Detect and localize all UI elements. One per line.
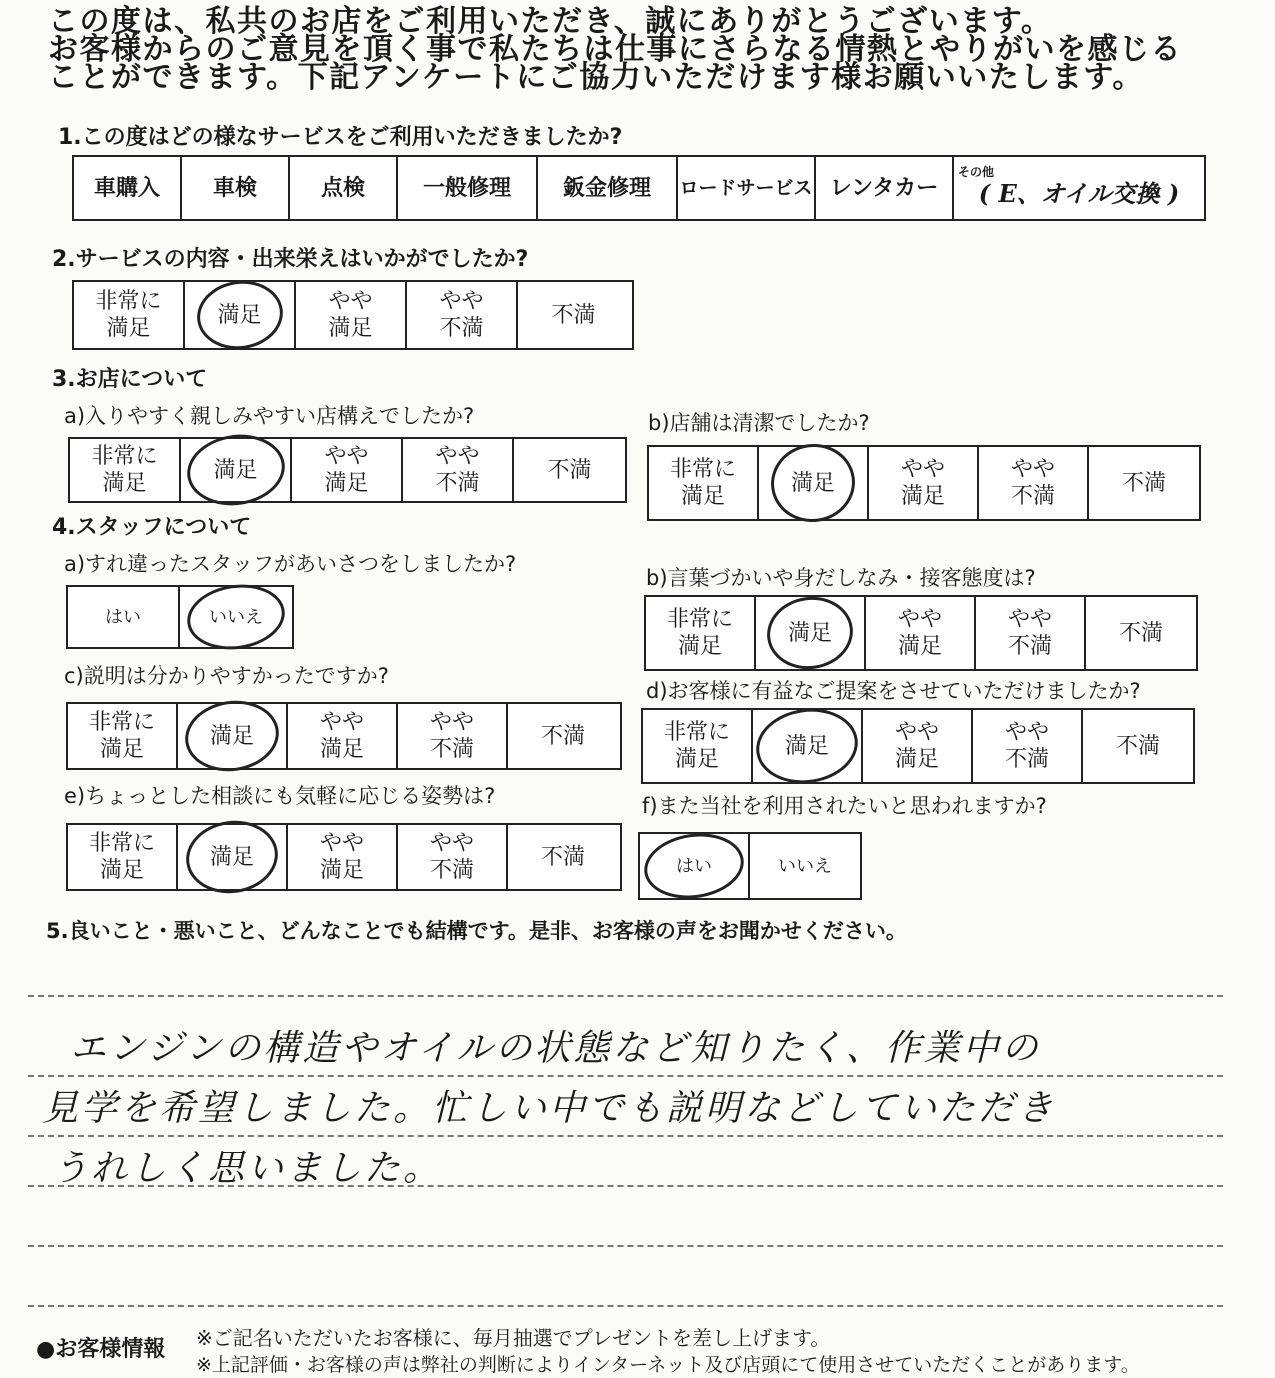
- selection-circle: [182, 429, 289, 512]
- service-option[interactable]: レンタカー: [816, 157, 954, 219]
- selection-circle: [183, 578, 289, 655]
- rating-option[interactable]: 不満: [540, 723, 585, 749]
- rating-option-selected[interactable]: [756, 597, 866, 669]
- rating-option[interactable]: 非常に 満足: [74, 282, 185, 348]
- selection-circle: [181, 815, 282, 899]
- comment-line: [28, 1245, 1223, 1247]
- intro-line: ことができます。下記アンケートにご協力いただけます様お願いいたします。: [48, 60, 1144, 95]
- rating-option[interactable]: やや 満足: [292, 439, 403, 501]
- yesno-grid-q4f: [638, 832, 862, 900]
- rating-option[interactable]: やや 満足: [288, 825, 398, 889]
- service-option[interactable]: 車検: [182, 157, 290, 219]
- service-option-other[interactable]: [954, 157, 1204, 219]
- rating-label: 満足: [209, 844, 254, 870]
- rating-option[interactable]: 非常に 満足: [68, 704, 178, 768]
- rating-option[interactable]: やや 満足: [288, 704, 398, 768]
- rating-option-selected[interactable]: [178, 704, 288, 768]
- comment-line: [28, 1305, 1223, 1307]
- selection-circle: [766, 439, 860, 528]
- comment-line: [28, 1075, 1223, 1077]
- rating-option[interactable]: やや 満足: [866, 597, 976, 669]
- rating-option-selected[interactable]: [185, 282, 296, 348]
- intro-line: この度は、私共のお店をご利用いただき、誠にありがとうございます。: [48, 4, 1053, 39]
- rating-label: 満足: [784, 733, 829, 759]
- rating-option[interactable]: 非常に 満足: [68, 825, 178, 889]
- question-2-title: 2.サービスの内容・出来栄えはいかがでしたか?: [52, 247, 529, 272]
- rating-grid-q3b: [647, 445, 1201, 521]
- selection-circle: [762, 591, 857, 674]
- rating-label: 満足: [209, 723, 254, 749]
- question-3-title: 3.お店について: [52, 367, 208, 392]
- rating-option-selected[interactable]: [759, 447, 869, 519]
- question-4e-title: e)ちょっとした相談にも気軽に応じる姿勢は?: [64, 784, 496, 808]
- question-5-title: 5.良いこと・悪いこと、どんなことでも結構です。是非、お客様の声をお聞かせください。: [46, 919, 907, 943]
- service-options: [72, 155, 1206, 221]
- footer-note: ※上記評価・お客様の声は弊社の判断によりインターネット及び店頭にて使用させていただくことがあります。: [196, 1354, 1140, 1376]
- rating-grid-q3a: [68, 437, 627, 503]
- yesno-label: いいえ: [209, 606, 263, 628]
- rating-option[interactable]: やや 不満: [979, 447, 1089, 519]
- rating-option-selected[interactable]: [181, 439, 292, 501]
- question-3b-title: b)店舗は清潔でしたか?: [648, 411, 870, 435]
- rating-option[interactable]: 不満: [551, 302, 596, 328]
- yesno-option-selected[interactable]: [180, 587, 292, 647]
- comment-line: [28, 995, 1223, 997]
- yesno-grid-q4a: [66, 585, 294, 649]
- rating-option[interactable]: やや 不満: [398, 704, 508, 768]
- handwritten-comment-line: うれしく思いました。: [52, 1148, 443, 1189]
- yesno-option[interactable]: はい: [68, 587, 180, 647]
- rating-option[interactable]: 非常に 満足: [646, 597, 756, 669]
- rating-option-selected[interactable]: [753, 710, 863, 782]
- service-option[interactable]: 一般修理: [398, 157, 538, 219]
- rating-grid-q2: [72, 280, 634, 350]
- intro-text: [48, 4, 1258, 95]
- question-4c-title: c)説明は分かりやすかったですか?: [64, 664, 389, 688]
- rating-option[interactable]: やや 不満: [403, 439, 514, 501]
- rating-option[interactable]: やや 不満: [973, 710, 1083, 782]
- rating-option[interactable]: 非常に 満足: [70, 439, 181, 501]
- question-4b-title: b)言葉づかいや身だしなみ・接客態度は?: [646, 566, 1036, 590]
- rating-option[interactable]: やや 不満: [976, 597, 1086, 669]
- question-4-title: 4.スタッフについて: [52, 515, 252, 540]
- service-option[interactable]: 点検: [290, 157, 398, 219]
- handwritten-comment-line: 見学を希望しました。忙しい中でも説明などしていただき: [42, 1088, 1057, 1129]
- yesno-label: はい: [676, 855, 712, 877]
- question-3a-title: a)入りやすく親しみやすい店構えでしたか?: [64, 404, 475, 428]
- service-option[interactable]: 鈑金修理: [538, 157, 678, 219]
- rating-label: 満足: [787, 620, 832, 646]
- selection-circle: [640, 827, 748, 904]
- rating-grid-q4e: [66, 823, 622, 891]
- other-label: その他: [958, 165, 995, 179]
- selection-circle: [192, 275, 287, 354]
- footer-note: ※ご記名いただいたお客様に、毎月抽選でプレゼントを差し上げます。: [196, 1326, 831, 1350]
- handwritten-comment-line: エンジンの構造やオイルの状態など知りたく、作業中の: [70, 1028, 1041, 1069]
- service-option[interactable]: 車購入: [74, 157, 182, 219]
- selection-circle: [751, 702, 862, 789]
- rating-label: 満足: [217, 302, 262, 328]
- rating-option-selected[interactable]: [178, 825, 288, 889]
- rating-grid-q4b: [644, 595, 1198, 671]
- other-handwritten-value: ( E、オイル交換 ): [978, 178, 1180, 208]
- yesno-option[interactable]: いいえ: [778, 855, 832, 877]
- rating-option[interactable]: やや 不満: [398, 825, 508, 889]
- yesno-option-selected[interactable]: [640, 834, 750, 898]
- question-4f-title: f)また当社を利用されたいと思われますか?: [642, 794, 1047, 818]
- question-4d-title: d)お客様に有益なご提案をさせていただけましたか?: [646, 679, 1141, 703]
- question-1-title: 1.この度はどの様なサービスをご利用いただきましたか?: [58, 125, 623, 150]
- rating-option[interactable]: 不満: [547, 457, 592, 483]
- rating-option[interactable]: 非常に 満足: [643, 710, 753, 782]
- rating-option[interactable]: やや 満足: [869, 447, 979, 519]
- rating-option[interactable]: やや 不満: [407, 282, 518, 348]
- question-4a-title: a)すれ違ったスタッフがあいさつをしましたか?: [64, 552, 517, 576]
- rating-option[interactable]: やや 満足: [296, 282, 407, 348]
- rating-option[interactable]: 不満: [1121, 470, 1166, 496]
- rating-label: 満足: [790, 470, 835, 496]
- rating-option[interactable]: 不満: [1118, 620, 1163, 646]
- comment-line: [28, 1135, 1223, 1137]
- selection-circle: [181, 695, 284, 777]
- rating-option[interactable]: 不満: [1115, 733, 1160, 759]
- service-option[interactable]: ロードサービス: [678, 157, 816, 219]
- rating-option[interactable]: やや 満足: [863, 710, 973, 782]
- intro-line: お客様からのご意見を頂く事で私たちは仕事にさらなる情熱とやりがいを感じる: [48, 32, 1182, 67]
- rating-label: 満足: [213, 457, 258, 483]
- rating-option[interactable]: 非常に 満足: [649, 447, 759, 519]
- rating-grid-q4c: [66, 702, 622, 770]
- customer-info-heading: ●お客様情報: [36, 1337, 166, 1362]
- rating-grid-q4d: [641, 708, 1195, 784]
- rating-option[interactable]: 不満: [540, 844, 585, 870]
